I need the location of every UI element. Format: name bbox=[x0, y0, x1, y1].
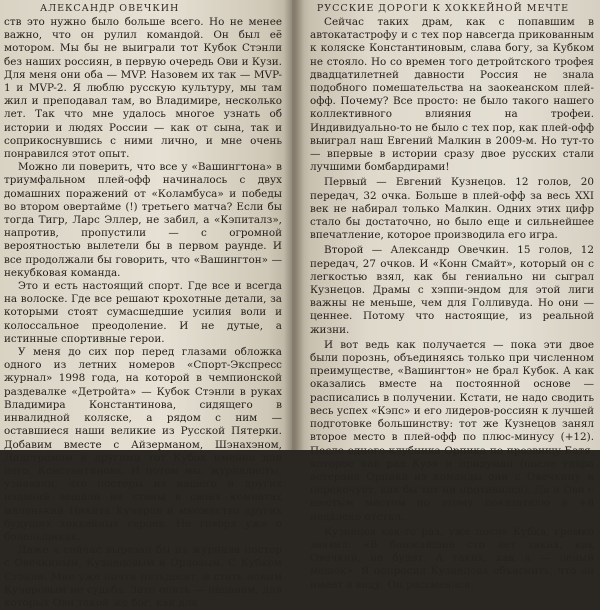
paragraph: Сейчас таких драм, как с попавшим в автокатастрофу и с тех пор навсегда прикованным к коляске Константиновым, слава богу, за Кубком не стояло. Но со времен того детройтского трофея двадцатилетней давности Россия не знала подобного помешательства на заокеанском плей-офф. Почему? Все просто: не было такого нашего коллективного влияния на трофеи. Индивидуально-то не было с тех пор, как плей-офф выиграл наш Евгений Малкин в 2009-м. Но тут-то — впервые в истории сразу двое русских стали лучшими бомбардирами! bbox=[310, 16, 594, 174]
paragraph: У меня до сих пор перед глазами обложка одного из летних номеров «Спорт-Экспресс журнал» 1998 года, на которой в чемпионской раздевалке «Детройта» — Кубок Стэнли в руках Владимира Константинова, сидящего в инвалидной коляске, а рядом с ним — оставшиеся наши великие из Русской Пятерки. Добавим вместе с Айзерманом, Шэнахэном, Лидстремом и другими тот Кубок именно для него, Константинова. И потом мы, журналисты, узнавали, что постеры из нашего и других изданий вешали на стены в своих комнатах маленький Никита Кучеров и множество других будущих хоккейных героев. Не говоря уже о болельщиках. bbox=[4, 346, 282, 543]
paragraph: Даже я сейчас вырезал бы из журнала постер с Овечкиным, Кузнецовым и Орловым. С Кубком Стэнли. Мне уже почти пятьдесят, и стать новым Кучеровым не судьба. Зато опять — пацанам, для которых Ови такой же бог, как для bbox=[4, 544, 282, 609]
paragraph: Первый — Евгений Кузнецов. 12 голов, 20 передач, 32 очка. Больше в плей-офф за весь XXI век не набирал только Малкин. Одних этих цифр стало бы достаточно, но было еще и сильнейшее впечатление, которое производила его игра. bbox=[310, 176, 594, 242]
right-page-text bbox=[310, 16, 594, 592]
left-page-text bbox=[4, 16, 282, 610]
paragraph: Можно ли поверить, что все у «Вашингтона» в триумфальном плей-офф начиналось с двух домашних поражений от «Коламбуса» и победы во втором овертайме (!) третьего матча? Если бы тогда Тигр, Ларс Эллер, не забил, а «Кэпиталз», напротив, пропустили — с огромной вероятностью вылетели бы в первом раунде. И все продолжали бы говорить, что «Вашингтон» — некубковая команда. bbox=[4, 161, 282, 279]
left-running-head: АЛЕКСАНДР ОВЕЧКИН bbox=[40, 3, 180, 14]
paragraph: ств это нужно было больше всего. Но не менее важно, что он рулил командой. Он был её мотором. Мы бы не выиграли тот Кубок Стэнли без наших россиян, в первую очередь Ови и Кузи. Для меня они оба — MVP. Назовем их так — MVP-1 и MVP-2. Я люблю русскую культуру, мы там жил и преподавал там, во Владимире, несколько лет. Так что мне удалось многое узнать об истории и людях России — как от сына, так и соприкоснувшись с ними лично, и мне очень понравился этот опыт. bbox=[4, 16, 282, 161]
right-running-head: РУССКИЕ ДОРОГИ К ХОККЕЙНОЙ МЕЧТЕ bbox=[316, 3, 570, 14]
left-page bbox=[0, 0, 292, 609]
paragraph: Кузнецов как-то раз, уже после Кубка, громко заявил: «В ближайшие сто лет таких, как Овечкин, не будет. А таких, как я — целый мешок». Я попросил Кузнецова объяснить, что он имеет в виду. Он рассмеялся: bbox=[310, 525, 594, 591]
right-page bbox=[292, 0, 600, 591]
paragraph: Второй — Александр Овечкин. 15 голов, 12 передач, 27 очков. И «Конн Смайт», который он с легкостью взял, как бы гениально ни сыграл Кузнецов. Драмы с хэппи-эндом для этой лиги важны не меньше, чем для Голливуда. Но они — ценнее. Потому что настоящие, из реальной жизни. bbox=[310, 244, 594, 336]
paragraph: Это и есть настоящий спорт. Где все и всегда на волоске. Где все решают крохотные детали, за которыми стоят сумасшедшие усилия воли и колоссальное преодоление. И не дутые, а истинные спортивные герои. bbox=[4, 280, 282, 345]
paragraph: И вот ведь как получается — пока эти двое были порознь, объединяясь только при численном преимуществе, «Вашингтон» не брал Кубок. А как оказались вместе на постоянной основе — расписались в получении. Кстати, не надо сводить весь успех «Кэпс» и его лидеров-россиян к лучшей подготовке большинству: тот же Кузнецов занял второе место в плей-офф по плюс-минусу (+12). После одного-клубника Орпика по прозвищу Батя, которое как раз Кузя и придумал (после удара ветерана Орпика из команды они с Овечкину и перекочует, как бы тот ни противился). Да и Ови с шестым местом по этому показателю в +8 недалеко отстал. bbox=[310, 338, 594, 523]
